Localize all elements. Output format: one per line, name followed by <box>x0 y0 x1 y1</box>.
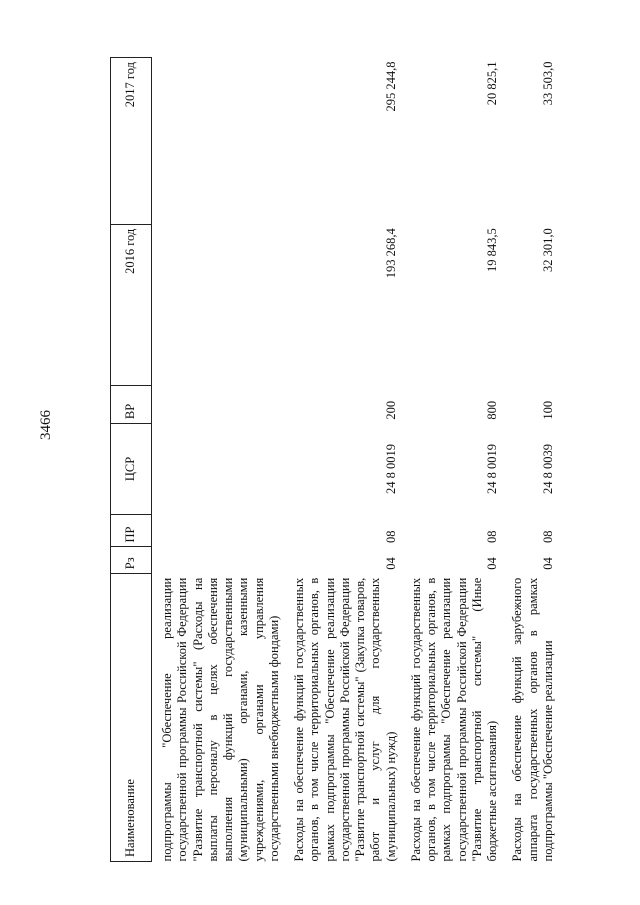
row-rz: 04 <box>540 557 555 570</box>
table-row <box>401 58 503 862</box>
row-name: Расходы на обеспечение функций зарубежного аппарата государственных органов в рамках подпрограммы "Обеспечение реализации <box>510 577 555 862</box>
row-csr: 24 8 0019 <box>383 443 398 494</box>
row-2017: 20 825,1 <box>485 61 499 106</box>
row-name: Расходы на обеспечение функций государственных органов, в том числе территориальных органов, в рамках подпрограммы "Обеспечение реализации государственной программы Российской Федерации "Развитие транспортной системы" (Закупка товаров, работ и услуг для государственных (муниципальных) нужд) <box>292 577 398 862</box>
table-row <box>152 58 285 862</box>
row-2016 <box>152 224 285 385</box>
header-2017: 2017 год <box>111 58 152 225</box>
table-row <box>502 58 558 862</box>
row-rz: 04 <box>485 557 499 570</box>
row-pr: 08 <box>485 530 499 543</box>
header-vr: ВР <box>111 385 152 424</box>
header-name: Наименование <box>111 574 152 862</box>
row-vr: 800 <box>485 400 499 420</box>
row-2016: 32 301,0 <box>540 228 555 272</box>
header-rz: Рз <box>111 547 152 574</box>
table-row <box>284 58 401 862</box>
rotated-table-wrapper <box>110 57 635 862</box>
budget-table <box>110 57 558 862</box>
table-header <box>111 58 152 862</box>
page-number: 3466 <box>38 410 54 440</box>
row-2017: 33 503,0 <box>540 61 555 106</box>
row-vr: 100 <box>540 400 555 420</box>
row-rz <box>152 547 285 574</box>
table-body <box>152 58 559 862</box>
row-vr: 200 <box>383 400 398 420</box>
row-pr: 08 <box>383 530 398 543</box>
row-name: Расходы на обеспечение функций государственных органов, в том числе территориальных органов, в рамках подпрограммы "Обеспечение реализации государственной программы Российской Федерации "Развитие транспортной системы" (Иные бюджетные ассигнования) <box>408 577 499 862</box>
row-2017 <box>152 58 285 225</box>
row-name: подпрограммы "Обеспечение реализации государственной программы Российской Федерации "Развитие транспортной системы" (Расходы на выплаты персоналу в целях обеспечения выполнения функций государственными (муниципальными) органами, казенными учреждениями, органами управления государственными внебюджетными фондами) <box>160 577 281 862</box>
header-csr: ЦСР <box>111 424 152 515</box>
row-pr <box>152 514 285 547</box>
header-row <box>111 58 152 862</box>
row-2017: 295 244,8 <box>383 61 398 112</box>
header-2016: 2016 год <box>111 224 152 385</box>
row-pr: 08 <box>540 530 555 543</box>
row-csr <box>152 424 285 515</box>
row-csr: 24 8 0019 <box>485 443 499 494</box>
row-2016: 193 268,4 <box>383 228 398 279</box>
row-csr: 24 8 0039 <box>540 443 555 494</box>
row-rz: 04 <box>383 557 398 570</box>
header-pr: ПР <box>111 514 152 547</box>
row-2016: 19 843,5 <box>485 228 499 272</box>
row-vr <box>152 385 285 424</box>
